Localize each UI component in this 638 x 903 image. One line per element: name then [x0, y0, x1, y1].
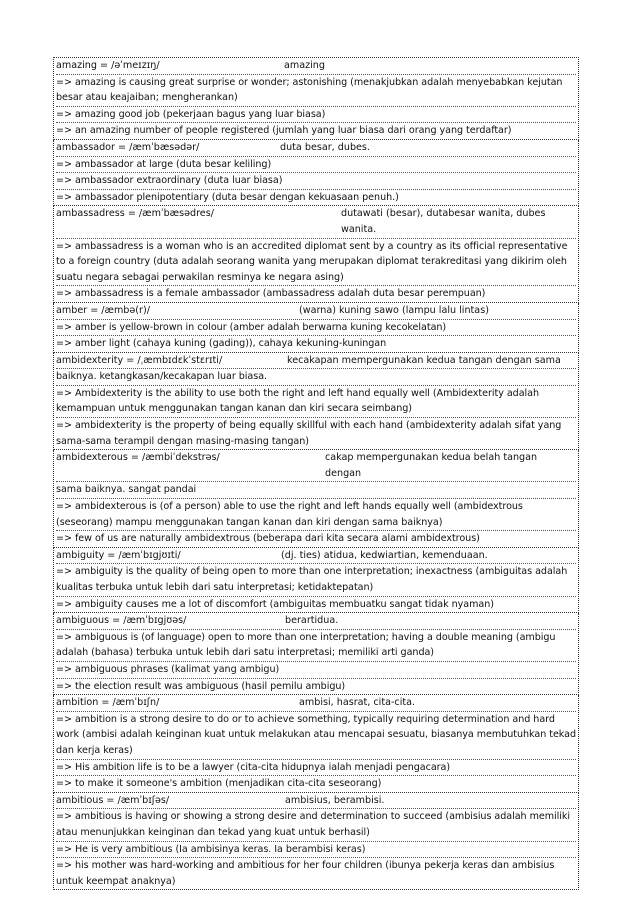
entry-translation: ambisius, berambisi.: [285, 794, 385, 806]
dictionary-entry: [53, 695, 579, 793]
entry-headword-row: [56, 793, 576, 810]
entry-headword: amazing = /əˈmeɪzɪŋ/: [56, 60, 160, 71]
entry-definition-line: => ambassadress is a woman who is an accredited diplomat sent by a country as its official representative to a foreign country (duta adalah seorang wanita yang merupakan diplomat terakreditasi yang dikirim oleh suatu negara sebagai perwakilan resminya ke negara asing): [56, 239, 576, 287]
entry-translation: (warna) kuning sawo (lampu lalu lintas): [299, 304, 489, 316]
entry-headword-row: [56, 206, 576, 238]
entry-definition-line: => ambassador plenipotentiary (duta besar dengan kekuasaan penuh.): [56, 191, 399, 203]
dictionary-entry: [53, 57, 579, 140]
entry-definition-line: => ambiguous phrases (kalimat yang ambigu): [56, 662, 576, 679]
entry-definition-line: => His ambition life is to be a lawyer (cita-cita hidupnya ialah menjadi pengacara): [56, 760, 576, 777]
entry-headword-row: [56, 303, 576, 320]
entry-translation: dutawati (besar), dutabesar wanita, dubes wanita.: [341, 208, 546, 235]
entry-headword-row: [56, 548, 576, 565]
entry-headword: ambidexterous = /æmbiˈdekstrəs/: [56, 452, 220, 464]
entry-headword-row: [56, 58, 576, 75]
entry-definition-line: => ambassador at large (duta besar keliling): [56, 157, 576, 174]
entry-definition-line: => few of us are naturally ambidextrous (beberapa dari kita secara alami ambidextrous): [56, 533, 480, 545]
entry-definition-line: => amber is yellow-brown in colour (amber adalah berwarna kuning kecokelatan): [56, 320, 576, 337]
entry-definition-line: => amazing good job (pekerjaan bagus yang luar biasa): [56, 107, 576, 124]
entry-definition-line: => ambition is a strong desire to do or to achieve something, typically requiring determination and hard work (ambisi adalah keinginan kuat untuk melakukan atau mencapai sesuatu, biasanya membutuhkan tekad dan kerja keras): [56, 712, 576, 760]
entry-definition-line: => amazing is causing great surprise or wonder; astonishing (menakjubkan adalah menyebabkan kejutan besar atau keajaiban; mengherankan): [56, 75, 576, 107]
entry-headword: amber = /æmbə(r)/: [56, 304, 150, 316]
entry-translation: kecakapan mempergunakan kedua tangan dengan sama: [287, 354, 561, 366]
entry-headword: ambitious = /æmˈbɪʃəs/: [56, 794, 170, 806]
entry-headword-row: [56, 695, 576, 712]
entry-definition-line: => an amazing number of people registered (jumlah yang luar biasa dari orang yang terdaftar): [56, 125, 512, 137]
dictionary-entry: [53, 140, 579, 206]
entry-headword: ambition = /æmˈbɪʃn/: [56, 697, 160, 709]
entry-headword: ambiguous = /æmˈbɪgjʊəs/: [56, 615, 187, 627]
entry-translation: berartidua.: [285, 615, 339, 627]
entry-definition-line: => ambiguity is the quality of being open to more than one interpretation; inexactness (ambiguitas adalah kualitas terbuka untuk lebih dari satu interpretasi; ketidaktepatan): [56, 564, 576, 596]
dictionary-entry: [53, 613, 579, 695]
dictionary-entry: [53, 206, 579, 303]
entry-definition-line: => ambassadress is a female ambassador (ambassadress adalah duta besar perempuan): [56, 288, 486, 300]
entry-definition-line: => ambiguous is (of language) open to more than one interpretation; having a double meaning (ambigu adalah (bahasa) terbuka untuk lebih dari satu interpretasi; memiliki arti ganda): [56, 630, 576, 662]
entry-definition-line: => the election result was ambiguous (hasil pemilu ambigu): [56, 680, 346, 692]
entry-headword: ambassador = /æmˈbæsədər/: [56, 141, 200, 153]
entry-definition-line: => his mother was hard-working and ambitious for her four children (ibunya pekerja keras dan ambisius untuk keempat anaknya): [56, 860, 555, 887]
dictionary-entry: [53, 548, 579, 613]
entry-definition-line: => ambitious is having or showing a strong desire and determination to succeed (ambisius adalah memiliki atau menunjukkan keinginan dan tekad yang kuat untuk berhasil): [56, 809, 576, 841]
entry-definition-line: => ambassador extraordinary (duta luar biasa): [56, 173, 576, 190]
dictionary-entry: [53, 793, 579, 891]
entry-headword-row: [56, 140, 576, 157]
dictionary-entry: [53, 303, 579, 353]
entry-definition-line: baiknya. ketangkasan/kecakapan luar biasa.: [56, 369, 576, 386]
entry-translation: cakap mempergunakan kedua belah tangan dengan: [325, 452, 538, 479]
entry-definition-line: => Ambidexterity is the ability to use both the right and left hand equally well (Ambidexterity adalah kemampuan untuk menggunakan tangan kanan dan kiri secara seimbang): [56, 386, 576, 418]
entry-headword-row: [56, 613, 576, 630]
entry-definition-line: => ambidexterity is the property of being equally skillful with each hand (ambidexterity adalah sifat yang sama-sama terampil dengan masing-masing tangan): [56, 420, 562, 447]
entry-definition-line: sama baiknya. sangat pandai: [56, 482, 576, 499]
entry-translation: duta besar, dubes.: [280, 141, 370, 153]
entry-headword-row: [56, 353, 576, 370]
entry-translation: (dj. ties) atidua, kedwiartian, kemenduaan.: [281, 549, 488, 561]
entry-headword: ambidexterity = /ˌæmbɪdɛkˈstɛrɪti/: [56, 354, 223, 366]
entry-headword: ambassadress = /æmˈbæsədres/: [56, 208, 214, 220]
entry-definition-line: => amber light (cahaya kuning (gading)), cahaya kekuning-kuningan: [56, 338, 387, 350]
dictionary-entry: [53, 450, 579, 548]
entry-definition-line: => ambiguity causes me a lot of discomfort (ambiguitas membuatku sangat tidak nyaman): [56, 598, 494, 610]
dictionary-table: [53, 57, 579, 890]
entry-translation: ambisi, hasrat, cita-cita.: [299, 697, 416, 709]
entry-headword: ambiguity = /æmˈbɪgjʊɪti/: [56, 549, 181, 561]
entry-definition-line: => He is very ambitious (Ia ambisinya keras. Ia berambisi keras): [56, 842, 576, 859]
entry-definition-line: => ambidexterous is (of a person) able to use the right and left hands equally well (ambidextrous (seseorang) mampu menggunakan tangan kanan dan kiri dengan sama baiknya): [56, 499, 576, 531]
entry-translation: amazing: [284, 60, 325, 71]
entry-definition-line: => to make it someone's ambition (menjadikan cita-cita seseorang): [56, 778, 382, 790]
entry-headword-row: [56, 450, 576, 482]
dictionary-entry: [53, 353, 579, 451]
